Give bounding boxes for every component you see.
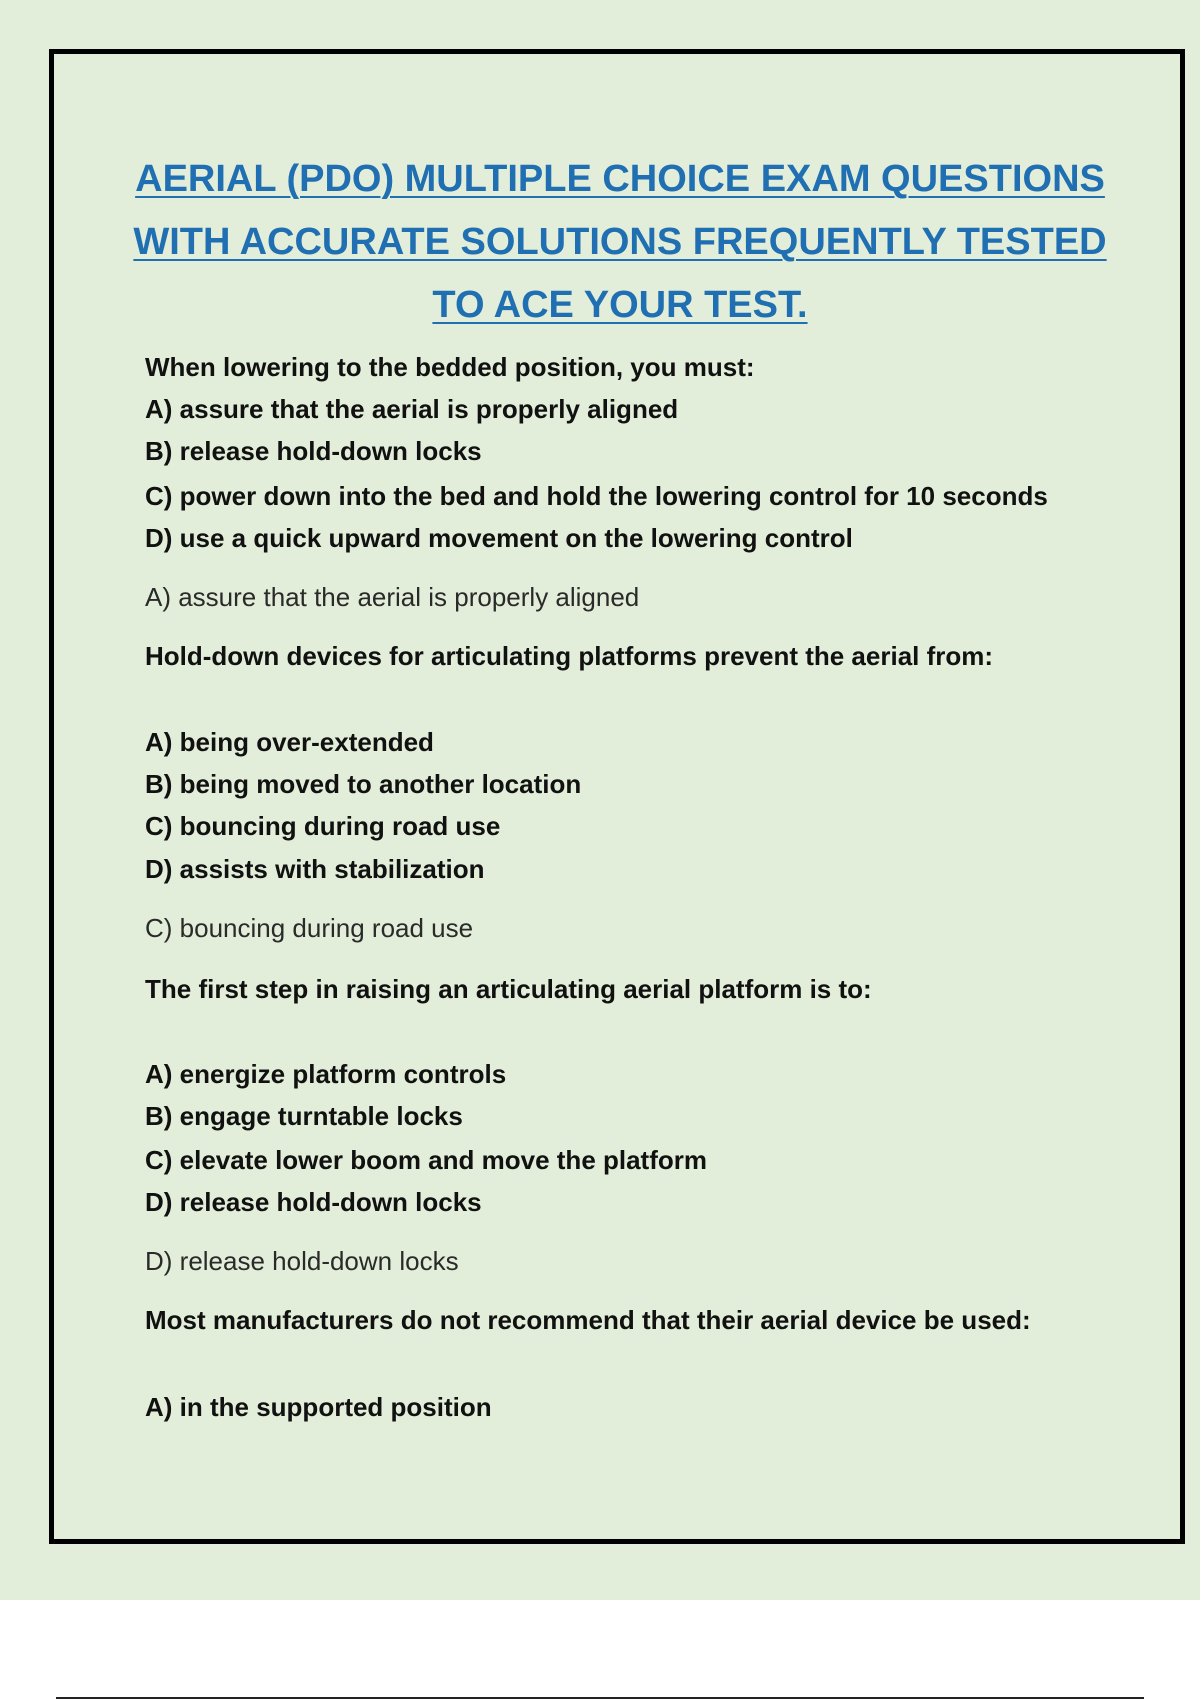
question-text: The first step in raising an articulating aerial platform is to: [145, 974, 872, 1004]
answer-option: C) bouncing during road use [145, 811, 501, 841]
answer-option: C) elevate lower boom and move the platform [145, 1145, 707, 1175]
correct-answer: C) bouncing during road use [145, 913, 474, 943]
footer-divider [56, 1697, 1144, 1699]
answer-option: D) assists with stabilization [145, 854, 485, 884]
answer-option: C) power down into the bed and hold the lowering control for 10 seconds [145, 481, 1048, 511]
answer-option: A) being over-extended [145, 727, 434, 757]
title-line: TO ACE YOUR TEST. [432, 284, 808, 326]
answer-option: D) release hold-down locks [145, 1187, 482, 1217]
answer-option: D) use a quick upward movement on the lowering control [145, 523, 853, 553]
correct-answer: D) release hold-down locks [145, 1246, 459, 1276]
answer-option: A) in the supported position [145, 1392, 492, 1422]
answer-option: A) assure that the aerial is properly aligned [145, 394, 679, 424]
document-title [120, 148, 1120, 337]
question-text: When lowering to the bedded position, you must: [145, 352, 755, 382]
correct-answer: A) assure that the aerial is properly aligned [145, 582, 640, 612]
title-line: AERIAL (PDO) MULTIPLE CHOICE EXAM QUESTIONS [135, 158, 1105, 200]
question-text: Most manufacturers do not recommend that their aerial device be used: [145, 1305, 1031, 1335]
answer-option: B) being moved to another location [145, 769, 582, 799]
answer-option: B) engage turntable locks [145, 1101, 463, 1131]
answer-option: B) release hold-down locks [145, 436, 482, 466]
question-text: Hold-down devices for articulating platforms prevent the aerial from: [145, 641, 994, 671]
title-line: WITH ACCURATE SOLUTIONS FREQUENTLY TESTED [133, 221, 1107, 263]
answer-option: A) energize platform controls [145, 1059, 507, 1089]
